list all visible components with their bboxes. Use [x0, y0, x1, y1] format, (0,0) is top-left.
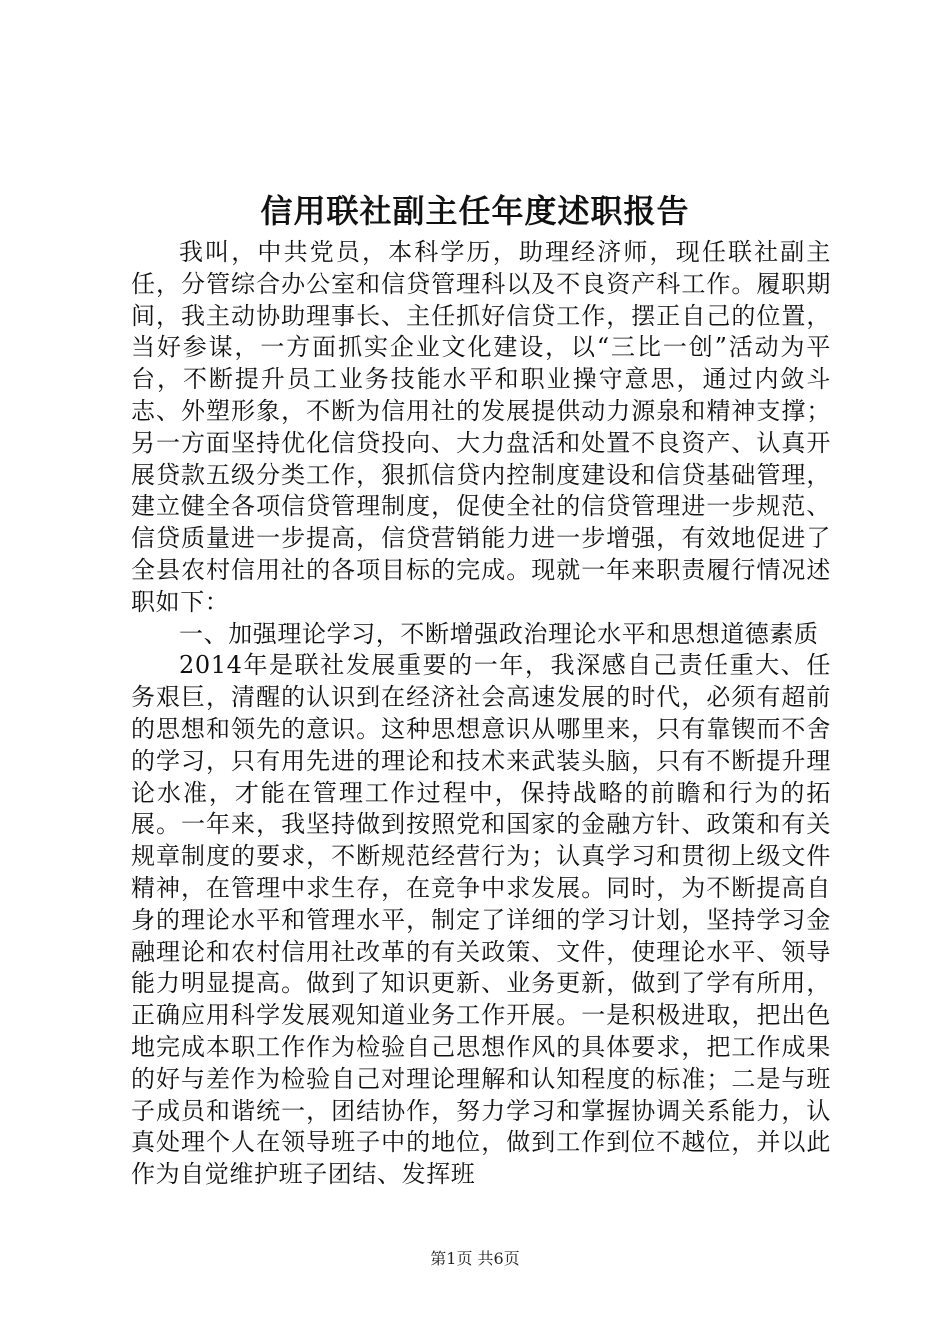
- paragraph-section-1: 2014年是联社发展重要的一年，我深感自己责任重大、任务艰巨，清醒的认识到在经济社会高速发展的时代，必须有超前的思想和领先的意识。这种思想意识从哪里来，只有靠锲而不舍的学习，只有用先进的理论和技术来武装头脑，只有不断提升理论水准，才能在管理工作过程中，保持战略的前瞻和行为的拓展。一年来，我坚持做到按照党和国家的金融方针、政策和有关规章制度的要求，不断规范经营行为；认真学习和贯彻上级文件精神，在管理中求生存，在竞争中求发展。同时，为不断提高自身的理论水平和管理水平，制定了详细的学习计划，坚持学习金融理论和农村信用社改革的有关政策、文件，使理论水平、领导能力明显提高。做到了知识更新、业务更新，做到了学有所用，正确应用科学发展观知道业务工作开展。一是积极进取，把出色地完成本职工作作为检验自己思想作风的具体要求，把工作成果的好与差作为检验自己对理论理解和认知程度的标准；二是与班子成员和谐统一，团结协作，努力学习和掌握协调关系能力，认真处理个人在领导班子中的地位，做到工作到位不越位，并以此作为自觉维护班子团结、发挥班: [131, 651, 831, 1189]
- section-heading-1: 一、加强理论学习，不断增强政治理论水平和思想道德素质: [179, 619, 819, 648]
- document-title: 信用联社副主任年度述职报告: [260, 192, 690, 230]
- paragraph-intro: 我叫，中共党员，本科学历，助理经济师，现任联社副主任，分管综合办公室和信贷管理科以及不良资产科工作。履职期间，我主动协助理事长、主任抓好信贷工作，摆正自己的位置，当好参谋，一方面抓实企业文化建设，以“三比一创”活动为平台，不断提升员工业务技能水平和职业操守意思，通过内敛斗志、外塑形象，不断为信用社的发展提供动力源泉和精神支撑；另一方面坚持优化信贷投向、大力盘活和处置不良资产、认真开展贷款五级分类工作，狠抓信贷内控制度建设和信贷基础管理，建立健全各项信贷管理制度，促使全社的信贷管理进一步规范、信贷质量进一步提高，信贷营销能力进一步增强，有效地促进了全县农村信用社的各项目标的完成。现就一年来职责履行情况述职如下：: [131, 238, 831, 616]
- document-body: [131, 237, 831, 1191]
- page-number-footer: 第1页 共6页: [430, 1249, 520, 1268]
